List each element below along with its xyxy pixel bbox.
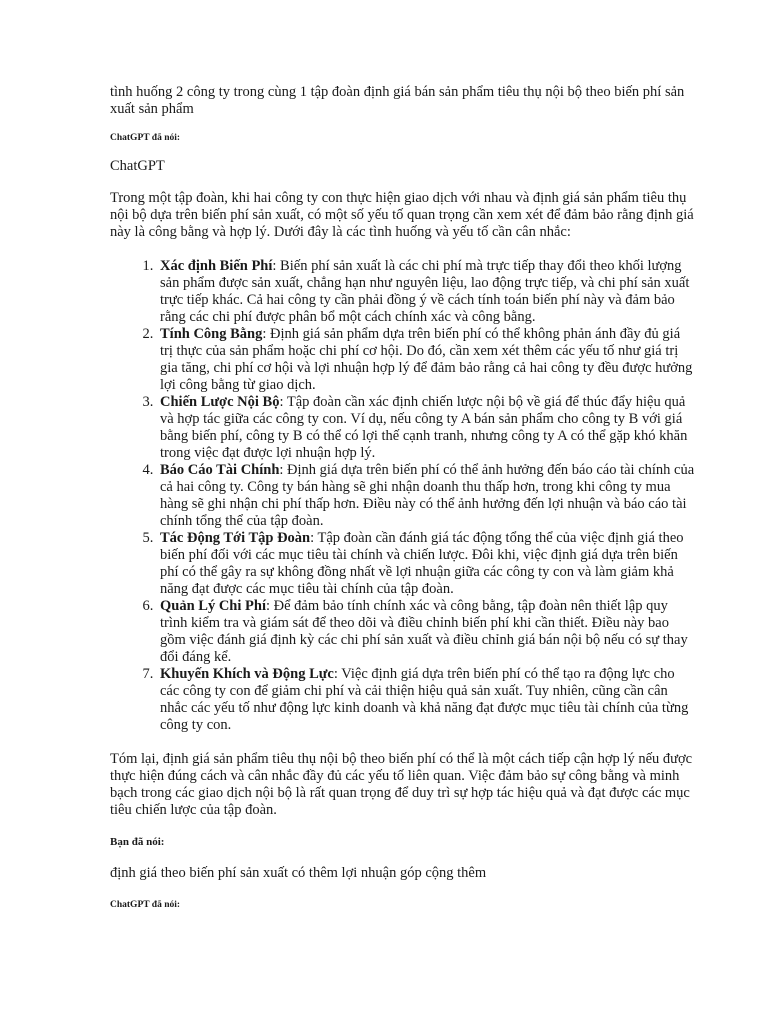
list-item-text: : Định giá dựa trên biến phí có thể ảnh hưởng đến báo cáo tài chính của cả hai công ty. Công ty bán hàng sẽ ghi nhận doanh thu thấp hơn, trong khi công ty mua hàng sẽ ghi nhận chi phí thấp hơn. Điều này có thể ảnh hưởng đến lợi nhuận và báo cáo tài chính tổng thể của tập đoàn. bbox=[160, 462, 695, 529]
answer-intro: Trong một tập đoàn, khi hai công ty con thực hiện giao dịch với nhau và định giá sản phẩm tiêu thụ nội bộ dựa trên biến phí sản xuất, có một số yếu tố quan trọng cần xem xét để đảm bảo rằng định giá này là công bằng và hợp lý. Dưới đây là các tình huống và yếu tố cần cân nhắc: bbox=[110, 190, 694, 240]
document-page bbox=[110, 84, 696, 911]
assistant-label-2: ChatGPT đã nói: bbox=[110, 900, 181, 910]
list-item-title: Xác định Biến Phí bbox=[160, 258, 273, 274]
list-item-title: Chiến Lược Nội Bộ bbox=[160, 394, 280, 410]
list-item-title: Tính Công Bằng bbox=[160, 326, 263, 342]
user-question-2: định giá theo biến phí sản xuất có thêm lợi nhuận góp cộng thêm bbox=[110, 865, 487, 881]
list-item bbox=[157, 394, 696, 462]
assistant-label: ChatGPT đã nói: bbox=[110, 133, 181, 143]
user-label: Bạn đã nói: bbox=[110, 836, 165, 848]
list-item-text: : Tập đoàn cần xác định chiến lược nội bộ về giá để thúc đẩy hiệu quả và hợp tác giữa các công ty con. Ví dụ, nếu công ty A bán sản phẩm cho công ty B với giá bằng biến phí, công ty B có thể có lợi thế cạnh tranh, nhưng công ty A có thể gặp khó khăn trong việc đạt được lợi nhuận hợp lý. bbox=[160, 394, 688, 461]
list-item bbox=[157, 258, 696, 326]
list-item-title: Báo Cáo Tài Chính bbox=[160, 462, 280, 478]
answer-summary: Tóm lại, định giá sản phẩm tiêu thụ nội bộ theo biến phí có thể là một cách tiếp cận hợp lý nếu được thực hiện đúng cách và cân nhắc đầy đủ các yếu tố liên quan. Việc đảm bảo sự công bằng và minh bạch trong các giao dịch nội bộ là rất quan trọng để duy trì sự hợp tác hiệu quả và đạt được các mục tiêu chiến lược của tập đoàn. bbox=[110, 751, 693, 818]
user-question-1: tình huống 2 công ty trong cùng 1 tập đoàn định giá bán sản phẩm tiêu thụ nội bộ theo biến phí sản xuất sản phẩm bbox=[110, 84, 685, 117]
list-item-text: : Tập đoàn cần đánh giá tác động tổng thể của việc định giá theo biến phí đối với các mục tiêu tài chính và chiến lược. Đôi khi, việc định giá dựa trên biến phí có thể gây ra sự không đồng nhất về lợi nhuận giữa các công ty con và làm giảm khả năng đạt được các mục tiêu tài chính của tập đoàn. bbox=[160, 530, 684, 597]
assistant-name: ChatGPT bbox=[110, 158, 165, 174]
list-item-title: Quản Lý Chi Phí bbox=[160, 598, 266, 614]
list-item bbox=[157, 530, 696, 598]
list-item bbox=[157, 462, 696, 530]
list-item bbox=[157, 666, 696, 734]
list-item-text: : Định giá sản phẩm dựa trên biến phí có thể không phản ánh đầy đủ giá trị thực của sản phẩm hoặc chi phí cơ hội. Do đó, cần xem xét thêm các yếu tố như giá trị gia tăng, chi phí cơ hội và lợi nhuận hợp lý để đảm bảo rằng cả hai công ty đều được hưởng lợi công bằng từ giao dịch. bbox=[160, 326, 693, 393]
list-item-title: Tác Động Tới Tập Đoàn bbox=[160, 530, 311, 546]
factor-list bbox=[110, 258, 696, 734]
list-item-text: : Việc định giá dựa trên biến phí có thể tạo ra động lực cho các công ty con để giảm chi phí và cải thiện hiệu quả sản xuất. Tuy nhiên, cũng cần cân nhắc các yếu tố như động lực kinh doanh và khả năng đạt được mục tiêu tài chính của từng công ty con. bbox=[160, 666, 689, 733]
list-item bbox=[157, 326, 696, 394]
list-item-title: Khuyến Khích và Động Lực bbox=[160, 666, 334, 682]
list-item-text: : Biến phí sản xuất là các chi phí mà trực tiếp thay đổi theo khối lượng sản phẩm được sản xuất, chẳng hạn như nguyên liệu, lao động trực tiếp, và chi phí sản xuất trực tiếp khác. Cả hai công ty cần phải đồng ý về cách tính toán biến phí này và đảm bảo rằng các chi phí được phân bổ một cách chính xác và công bằng. bbox=[160, 258, 690, 325]
list-item bbox=[157, 598, 696, 666]
list-item-text: : Để đảm bảo tính chính xác và công bằng, tập đoàn nên thiết lập quy trình kiểm tra và giám sát để theo dõi và điều chỉnh biến phí khi cần thiết. Điều này bao gồm việc đánh giá định kỳ các chi phí sản xuất và điều chỉnh giá bán nội bộ nếu có sự thay đổi đáng kể. bbox=[160, 598, 688, 665]
